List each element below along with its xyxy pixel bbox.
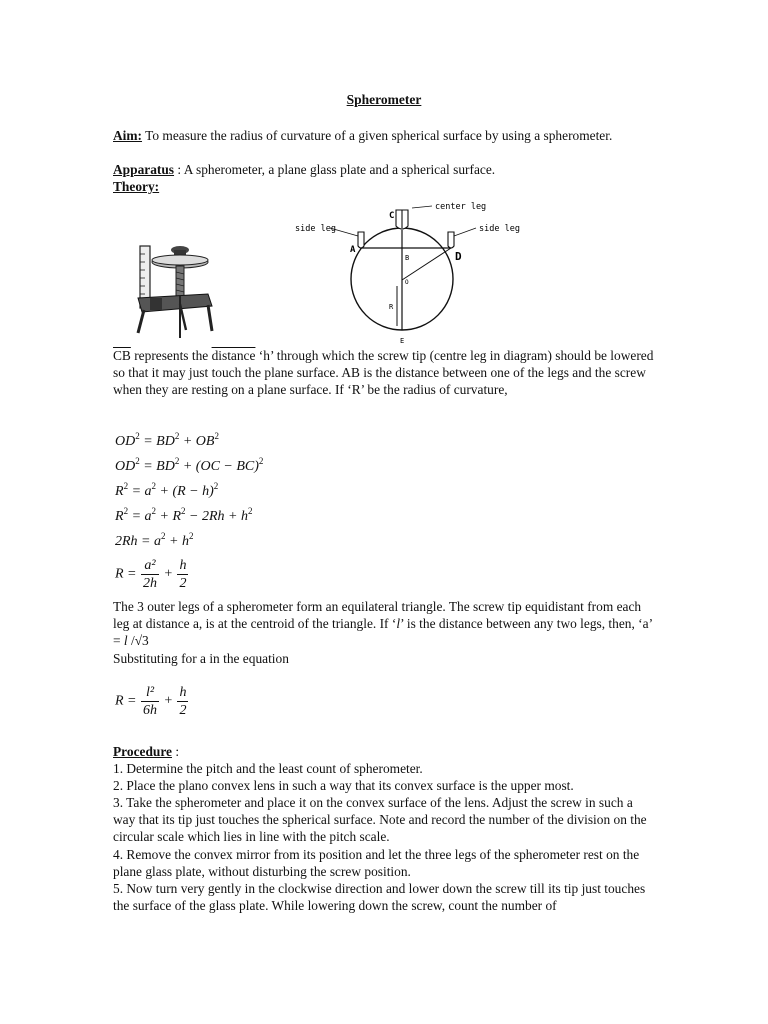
- procedure-step-2: 2. Place the plano convex lens in such a way that its convex surface is the upper most.: [113, 778, 574, 793]
- aim-paragraph: [113, 127, 658, 144]
- procedure-step-5: 5. Now turn very gently in the clockwise direction and lower down the screw till its tip just touches the surface of the glass plate. While lowering down the screw, count the number of: [113, 881, 646, 913]
- spherometer-illustration: [128, 238, 218, 343]
- equation-1: $OD^2 = BD^2 + OB^2$: [115, 431, 219, 449]
- point-b-label: B: [405, 254, 410, 262]
- equation-5: $2Rh = a^2 + h^2$: [115, 531, 194, 549]
- equation-6: R = $\frac{\text{a²}}{2h}$ + $\frac{h}{2}$: [115, 558, 187, 591]
- substitution-text: Substituting for a in the equation: [113, 651, 289, 666]
- aim-label: Aim:: [113, 128, 143, 143]
- procedure-heading: Procedure :: [113, 744, 180, 759]
- aim-text: To measure the radius of curvature of a given spherical surface by using a spherometer.: [142, 128, 613, 143]
- procedure-label: Procedure: [113, 744, 173, 759]
- procedure-step-3: 3. Take the spherometer and place it on the convex surface of the lens. Adjust the screw in such a way that its tip just touches the spherical surface. Note and record the number of the division on the circular scale which lies in line with the pitch scale.: [113, 795, 647, 844]
- center-leg-label: center leg: [435, 202, 487, 212]
- equation-2: $OD^2 = BD^2 + (OC - BC)^2$: [115, 456, 264, 474]
- equation-3: $R^2 = a^2 + (R - h)^2$: [115, 481, 219, 499]
- theory-paragraph: $\overline{CB}$ represents the distance ‘h’ through which the screw tip (centre leg in diagram) should be lowered so that it may just touch the plane surface. AB is the distance between one of the legs and the screw when they are resting on a plane surface. If ‘R’ be the radius of curvature,: [113, 348, 654, 397]
- triangle-paragraph: The 3 outer legs of a spherometer form an equilateral triangle. The screw tip equidistant from each leg at distance a, is at the centroid of the triangle. If ‘l’ is the distance between any two legs, then, ‘a’ = l /√3: [113, 599, 653, 648]
- side-leg-left-label: side leg: [295, 224, 336, 234]
- side-leg-right-label: side leg: [479, 224, 520, 234]
- apparatus-text: : A spherometer, a plane glass plate and a spherical surface.: [174, 162, 496, 177]
- procedure-step-4: 4. Remove the convex mirror from its position and let the three legs of the spherometer rest on the plane glass plate, without disturbing the screw position.: [113, 847, 640, 879]
- theory-heading: [113, 178, 658, 195]
- point-e-label: E: [400, 337, 405, 345]
- page-title: Spherometer: [346, 92, 422, 107]
- cb-text: $\overline{CB}$: [113, 348, 131, 363]
- radius-r-label: R: [389, 303, 394, 311]
- point-a-label: A: [350, 245, 356, 255]
- equation-4: $R^2 = a^2 + R^2 - 2Rh + h^2$: [115, 506, 253, 524]
- apparatus-paragraph: [113, 161, 658, 178]
- point-c-label: C: [389, 211, 395, 221]
- apparatus-label: Apparatus: [113, 162, 175, 177]
- equation-final: R = $\frac{\text{l²}}{6h}$ + $\frac{h}{2}$: [115, 685, 187, 718]
- procedure-step-1: 1. Determine the pitch and the least count of spherometer.: [113, 761, 423, 776]
- theory-label: Theory:: [113, 179, 160, 194]
- spherometer-diagram: [290, 198, 530, 346]
- point-o-label: O: [405, 279, 409, 286]
- point-d-label: D: [455, 250, 462, 263]
